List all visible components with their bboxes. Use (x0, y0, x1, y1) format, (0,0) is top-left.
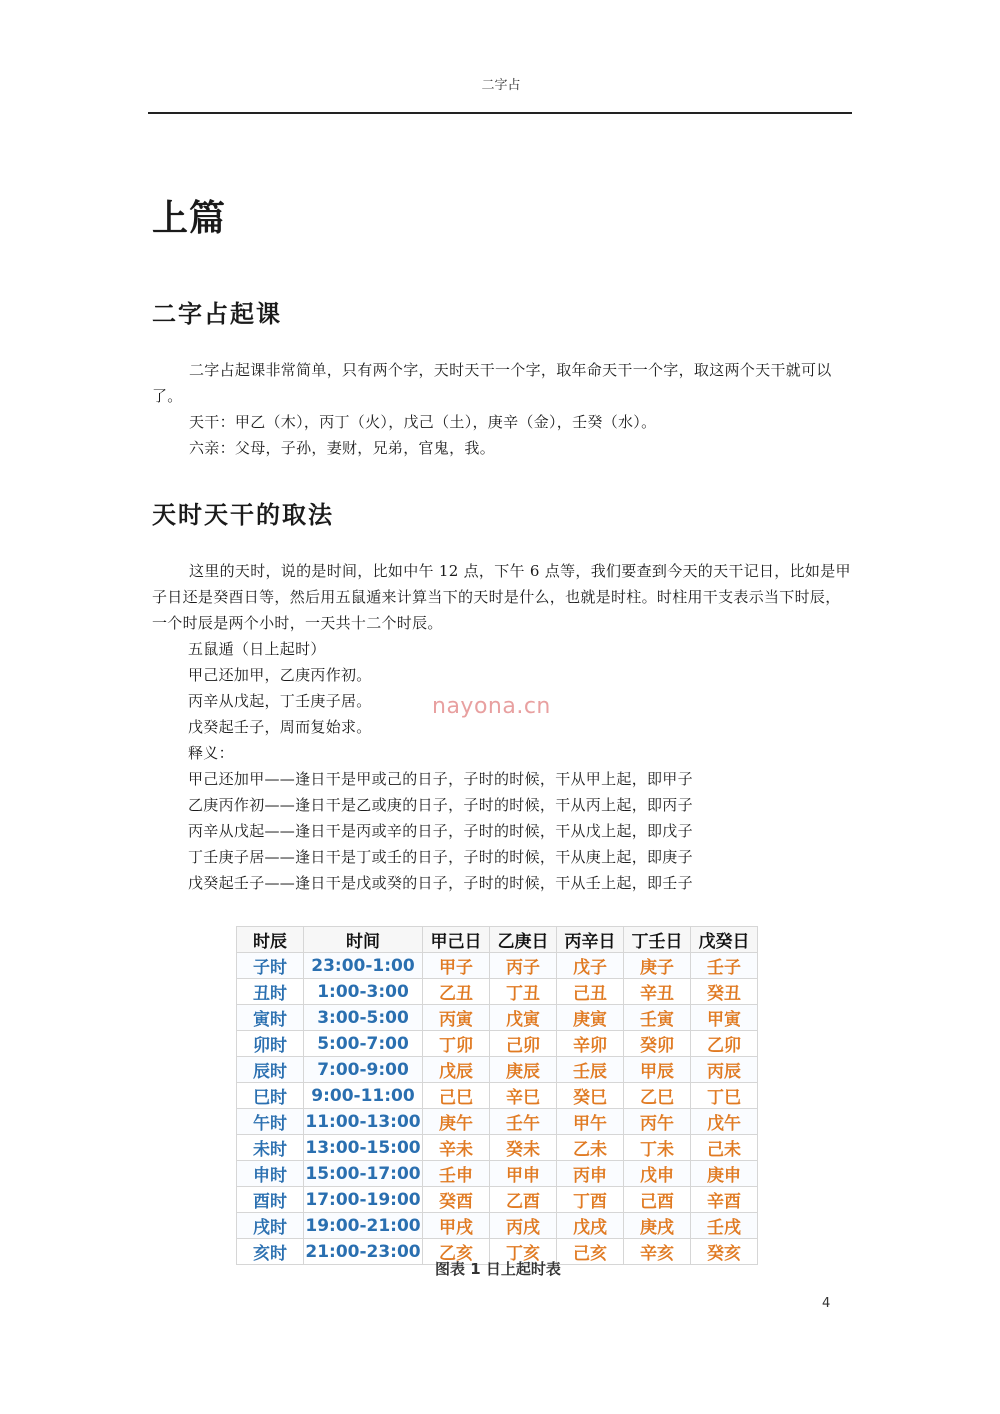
table-row (237, 953, 758, 979)
time-range-cell: 17:00-19:00 (304, 1187, 423, 1213)
shichen-cell: 午时 (237, 1109, 304, 1135)
ganzhi-cell: 戊戌 (557, 1213, 624, 1239)
shichen-table (236, 926, 758, 1265)
ganzhi-cell: 甲辰 (624, 1057, 691, 1083)
ganzhi-cell: 丙午 (624, 1109, 691, 1135)
table-row (237, 1057, 758, 1083)
ganzhi-cell: 壬寅 (624, 1005, 691, 1031)
time-range-cell: 15:00-17:00 (304, 1161, 423, 1187)
text-line: 五鼠遁（日上起时） (188, 640, 326, 658)
ganzhi-cell: 庚寅 (557, 1005, 624, 1031)
ganzhi-cell: 癸酉 (423, 1187, 490, 1213)
header-cell: 甲己日 (423, 927, 490, 953)
ganzhi-cell: 庚申 (691, 1161, 758, 1187)
ganzhi-cell: 癸亥 (691, 1239, 758, 1265)
header-cell: 丙辛日 (557, 927, 624, 953)
paragraph: 天干：甲乙（木），丙丁（火），戊己（土），庚辛（金），壬癸（水）。 (189, 413, 657, 431)
shichen-cell: 丑时 (237, 979, 304, 1005)
ganzhi-cell: 戊申 (624, 1161, 691, 1187)
ganzhi-cell: 甲寅 (691, 1005, 758, 1031)
text-line: 丁壬庚子居——逢日干是丁或壬的日子，子时的时候，干从庚上起，即庚子 (188, 848, 693, 866)
table-caption: 图表 1 日上起时表 (435, 1260, 561, 1278)
wushudun-lines (188, 636, 808, 896)
page-number: 4 (822, 1296, 831, 1311)
ganzhi-cell: 丙辰 (691, 1057, 758, 1083)
ganzhi-cell: 丁亥 (490, 1239, 557, 1265)
ganzhi-cell: 癸丑 (691, 979, 758, 1005)
ganzhi-cell: 乙巳 (624, 1083, 691, 1109)
section-qike-body (152, 357, 852, 461)
time-range-cell: 1:00-3:00 (304, 979, 423, 1005)
paragraph: 这里的天时，说的是时间，比如中午 12 点，下午 6 点等，我们要查到今天的天干记日，比如是甲子日还是癸酉日等，然后用五鼠遁来计算当下的天时是什么，也就是时柱。时柱用干支表示当下时辰，一个时辰是两个小时，一天共十二个时辰。 (152, 562, 851, 632)
shichen-cell: 寅时 (237, 1005, 304, 1031)
table-row (237, 1135, 758, 1161)
paragraph: 六亲：父母，子孙，妻财，兄弟，官鬼，我。 (189, 439, 496, 457)
ganzhi-cell: 戊寅 (490, 1005, 557, 1031)
text-line: 戊癸起壬子，周而复始求。 (188, 718, 372, 736)
ganzhi-cell: 辛卯 (557, 1031, 624, 1057)
time-range-cell: 21:00-23:00 (304, 1239, 423, 1265)
ganzhi-cell: 庚午 (423, 1109, 490, 1135)
table-row (237, 1187, 758, 1213)
ganzhi-cell: 丙子 (490, 953, 557, 979)
table-body (237, 953, 758, 1265)
header-cell: 丁壬日 (624, 927, 691, 953)
header-cell: 乙庚日 (490, 927, 557, 953)
shichen-cell: 酉时 (237, 1187, 304, 1213)
ganzhi-cell: 己未 (691, 1135, 758, 1161)
shichen-cell: 未时 (237, 1135, 304, 1161)
shichen-cell: 辰时 (237, 1057, 304, 1083)
ganzhi-cell: 己卯 (490, 1031, 557, 1057)
ganzhi-cell: 丙申 (557, 1161, 624, 1187)
ganzhi-cell: 壬申 (423, 1161, 490, 1187)
ganzhi-cell: 癸巳 (557, 1083, 624, 1109)
ganzhi-cell: 辛未 (423, 1135, 490, 1161)
table-header-row (237, 927, 758, 953)
table-row (237, 1161, 758, 1187)
paragraph: 二字占起课非常简单，只有两个字，天时天干一个字，取年命天干一个字，取这两个天干就可以了。 (152, 361, 832, 405)
time-range-cell: 7:00-9:00 (304, 1057, 423, 1083)
text-line: 丙辛从戊起——逢日干是丙或辛的日子，子时的时候，干从戊上起，即戊子 (188, 822, 693, 840)
ganzhi-cell: 庚戌 (624, 1213, 691, 1239)
section-heading-qike: 二字占起课 (152, 300, 282, 328)
ganzhi-cell: 辛酉 (691, 1187, 758, 1213)
section-heading-tiangan: 天时天干的取法 (152, 501, 334, 529)
time-range-cell: 23:00-1:00 (304, 953, 423, 979)
ganzhi-cell: 甲戌 (423, 1213, 490, 1239)
text-line: 丙辛从戊起，丁壬庚子居。 (188, 692, 372, 710)
ganzhi-cell: 丙戌 (490, 1213, 557, 1239)
header-cell: 戊癸日 (691, 927, 758, 953)
table-row (237, 1005, 758, 1031)
ganzhi-cell: 丁酉 (557, 1187, 624, 1213)
ganzhi-cell: 戊午 (691, 1109, 758, 1135)
table-row (237, 979, 758, 1005)
ganzhi-cell: 己亥 (557, 1239, 624, 1265)
ganzhi-cell: 壬辰 (557, 1057, 624, 1083)
part-title: 上篇 (152, 198, 227, 239)
ganzhi-cell: 壬戌 (691, 1213, 758, 1239)
header-cell: 时间 (304, 927, 423, 953)
ganzhi-cell: 丁未 (624, 1135, 691, 1161)
text-line: 甲己还加甲——逢日干是甲或己的日子，子时的时候，干从甲上起，即甲子 (188, 770, 693, 788)
shichen-cell: 申时 (237, 1161, 304, 1187)
ganzhi-cell: 辛亥 (624, 1239, 691, 1265)
ganzhi-cell: 己丑 (557, 979, 624, 1005)
ganzhi-cell: 丙寅 (423, 1005, 490, 1031)
watermark: nayona.cn (432, 694, 551, 719)
ganzhi-cell: 甲申 (490, 1161, 557, 1187)
shichen-cell: 子时 (237, 953, 304, 979)
ganzhi-cell: 乙卯 (691, 1031, 758, 1057)
ganzhi-cell: 甲子 (423, 953, 490, 979)
section-tiangan-body (152, 558, 852, 636)
ganzhi-cell: 己巳 (423, 1083, 490, 1109)
header-cell: 时辰 (237, 927, 304, 953)
text-line: 甲己还加甲，乙庚丙作初。 (188, 666, 372, 684)
header-rule (148, 112, 852, 114)
ganzhi-cell: 庚辰 (490, 1057, 557, 1083)
ganzhi-cell: 辛巳 (490, 1083, 557, 1109)
text-line: 戊癸起壬子——逢日干是戊或癸的日子，子时的时候，干从壬上起，即壬子 (188, 874, 693, 892)
time-range-cell: 11:00-13:00 (304, 1109, 423, 1135)
ganzhi-cell: 戊子 (557, 953, 624, 979)
ganzhi-cell: 乙亥 (423, 1239, 490, 1265)
ganzhi-cell: 丁丑 (490, 979, 557, 1005)
text-line: 乙庚丙作初——逢日干是乙或庚的日子，子时的时候，干从丙上起，即丙子 (188, 796, 693, 814)
ganzhi-cell: 壬子 (691, 953, 758, 979)
time-range-cell: 13:00-15:00 (304, 1135, 423, 1161)
ganzhi-cell: 庚子 (624, 953, 691, 979)
text-line: 释义： (188, 744, 234, 762)
table-row (237, 1083, 758, 1109)
table-row (237, 1213, 758, 1239)
shichen-cell: 亥时 (237, 1239, 304, 1265)
ganzhi-cell: 壬午 (490, 1109, 557, 1135)
table-row (237, 1109, 758, 1135)
running-head: 二字占 (481, 78, 521, 93)
ganzhi-cell: 乙酉 (490, 1187, 557, 1213)
shichen-cell: 戌时 (237, 1213, 304, 1239)
ganzhi-cell: 癸未 (490, 1135, 557, 1161)
time-range-cell: 3:00-5:00 (304, 1005, 423, 1031)
ganzhi-cell: 癸卯 (624, 1031, 691, 1057)
time-range-cell: 19:00-21:00 (304, 1213, 423, 1239)
time-range-cell: 9:00-11:00 (304, 1083, 423, 1109)
shichen-cell: 卯时 (237, 1031, 304, 1057)
time-range-cell: 5:00-7:00 (304, 1031, 423, 1057)
ganzhi-cell: 己酉 (624, 1187, 691, 1213)
ganzhi-cell: 甲午 (557, 1109, 624, 1135)
ganzhi-cell: 戊辰 (423, 1057, 490, 1083)
ganzhi-cell: 乙丑 (423, 979, 490, 1005)
ganzhi-cell: 乙未 (557, 1135, 624, 1161)
table-row (237, 1031, 758, 1057)
ganzhi-cell: 丁卯 (423, 1031, 490, 1057)
ganzhi-cell: 辛丑 (624, 979, 691, 1005)
ganzhi-cell: 丁巳 (691, 1083, 758, 1109)
shichen-cell: 巳时 (237, 1083, 304, 1109)
